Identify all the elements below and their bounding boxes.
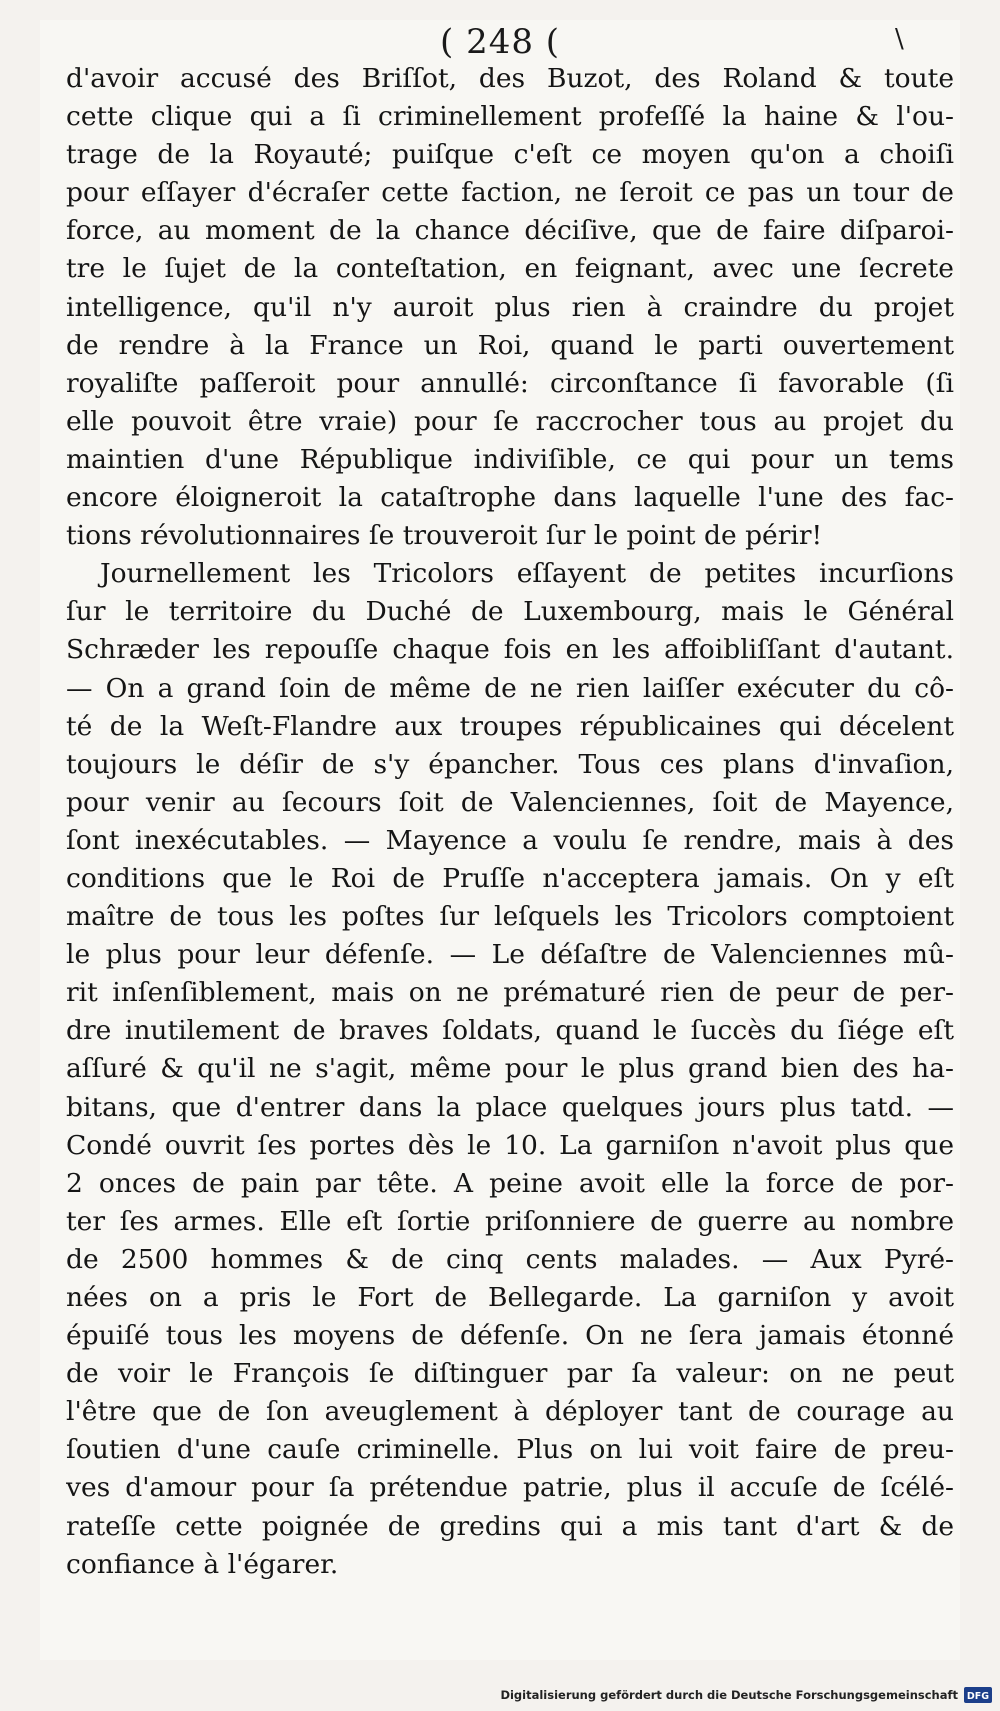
text-line: cette clique qui a ſi criminellement profeſſé la haine & l'ou- — [66, 101, 954, 133]
text-line: tre le ſujet de la conteſtation, en feignant, avec une ſecrete — [66, 253, 954, 285]
text-line: épuiſé tous les moyens de défenſe. On ne ſera jamais étonné — [66, 1320, 954, 1352]
dfg-logo-label: DFG — [966, 1691, 990, 1701]
text-line: de 2500 hommes & de cinq cents malades. — Aux Pyré- — [66, 1243, 954, 1275]
text-line: ves d'amour pour ſa prétendue patrie, plus il accuſe de ſcélé- — [66, 1472, 954, 1504]
dfg-logo-icon — [966, 1689, 990, 1701]
text-line: de voir le François ſe diſtinguer par ſa valeur: on ne peut — [66, 1358, 954, 1390]
footer-credit: Digitalisierung gefördert durch die Deutsche Forschungsgemeinschaft — [500, 1688, 958, 1702]
text-line: trage de la Royauté; puiſque c'eſt ce moyen qu'on a choiſi — [66, 139, 954, 171]
text-line: rateſſe cette poignée de gredins qui a mis tant d'art & de — [66, 1510, 954, 1542]
text-line: Condé ouvrit ſes portes dès le 10. La garniſon n'avoit plus que — [66, 1129, 954, 1161]
text-line: d'avoir accusé des Briſſot, des Buzot, des Roland & toute — [66, 63, 954, 94]
text-line: l'être que de ſon aveuglement à déployer tant de courage au — [66, 1396, 954, 1428]
text-line: elle pouvoit être vraie) pour ſe raccrocher tous au projet du — [66, 405, 954, 437]
text-line: conditions que le Roi de Pruſſe n'acceptera jamais. On y eſt — [66, 862, 954, 894]
text-line: — On a grand ſoin de même de ne rien laiſſer exécuter du cô- — [66, 672, 954, 704]
text-line: Schræder les repouſſe chaque fois en les affoibliſſant d'autant. — [66, 634, 954, 666]
text-line: ter ſes armes. Elle eſt ſortie priſonniere de guerre au nombre — [66, 1205, 954, 1237]
dfg-logo — [964, 1687, 992, 1703]
text-line: bitans, que d'entrer dans la place quelques jours plus tatd. — — [66, 1091, 954, 1123]
text-line: de rendre à la France un Roi, quand le parti ouvertement — [66, 329, 954, 361]
text-line: maintien d'une République indiviſible, ce qui pour un tems — [66, 443, 954, 475]
body-text — [66, 60, 954, 1584]
text-line: nées on a pris le Fort de Bellegarde. La garniſon y avoit — [66, 1282, 954, 1313]
text-line: ſont inexécutables. — Mayence a voulu ſe rendre, mais à des — [66, 824, 954, 856]
text-line: aſſuré & qu'il ne s'agit, même pour le plus grand bien des ha- — [66, 1053, 954, 1085]
text-line: pour eſſayer d'écraſer cette faction, ne ſeroit ce pas un tour de — [66, 177, 954, 209]
text-line: maître de tous les poſtes ſur leſquels les Tricolors comptoient — [66, 901, 954, 933]
text-line: le plus pour leur défenſe. — Le déſaſtre de Valenciennes mû- — [66, 939, 954, 971]
text-line: 2 onces de pain par tête. A peine avoit elle la force de por- — [66, 1167, 954, 1199]
corner-mark: \ — [895, 24, 904, 54]
digitization-footer — [500, 1685, 992, 1705]
text-line: pour venir au ſecours ſoit de Valenciennes, ſoit de Mayence, — [66, 786, 954, 818]
text-line: dre inutilement de braves ſoldats, quand le ſuccès du ſiége eſt — [66, 1015, 954, 1047]
text-line: royaliſte paſſeroit pour annullé: circonſtance ſi favorable (ſi — [66, 367, 954, 399]
text-line: rit inſenſiblement, mais on ne prématuré rien de peur de per- — [66, 977, 954, 1009]
text-line: intelligence, qu'il n'y auroit plus rien à craindre du projet — [66, 291, 954, 323]
text-line: confiance à l'égarer. — [66, 1548, 339, 1580]
page-number: ( 248 ( — [440, 22, 561, 62]
text-line: ſoutien d'une cauſe criminelle. Plus on lui voit faire de preu- — [66, 1434, 954, 1466]
text-line: té de la Weſt-Flandre aux troupes républicaines qui décelent — [66, 710, 954, 742]
text-line: force, au moment de la chance déciſive, que de faire diſparoi- — [66, 215, 954, 247]
text-line: toujours le déſir de s'y épancher. Tous ces plans d'invaſion, — [66, 748, 954, 780]
text-line: encore éloigneroit la cataſtrophe dans laquelle l'une des fac- — [66, 482, 954, 514]
text-line: ſur le territoire du Duché de Luxembourg, mais le Général — [66, 596, 954, 628]
text-line: Journellement les Tricolors eſſayent de petites incurſions — [100, 558, 954, 590]
text-line: tions révolutionnaires ſe trouveroit ſur le point de périr! — [66, 520, 823, 552]
